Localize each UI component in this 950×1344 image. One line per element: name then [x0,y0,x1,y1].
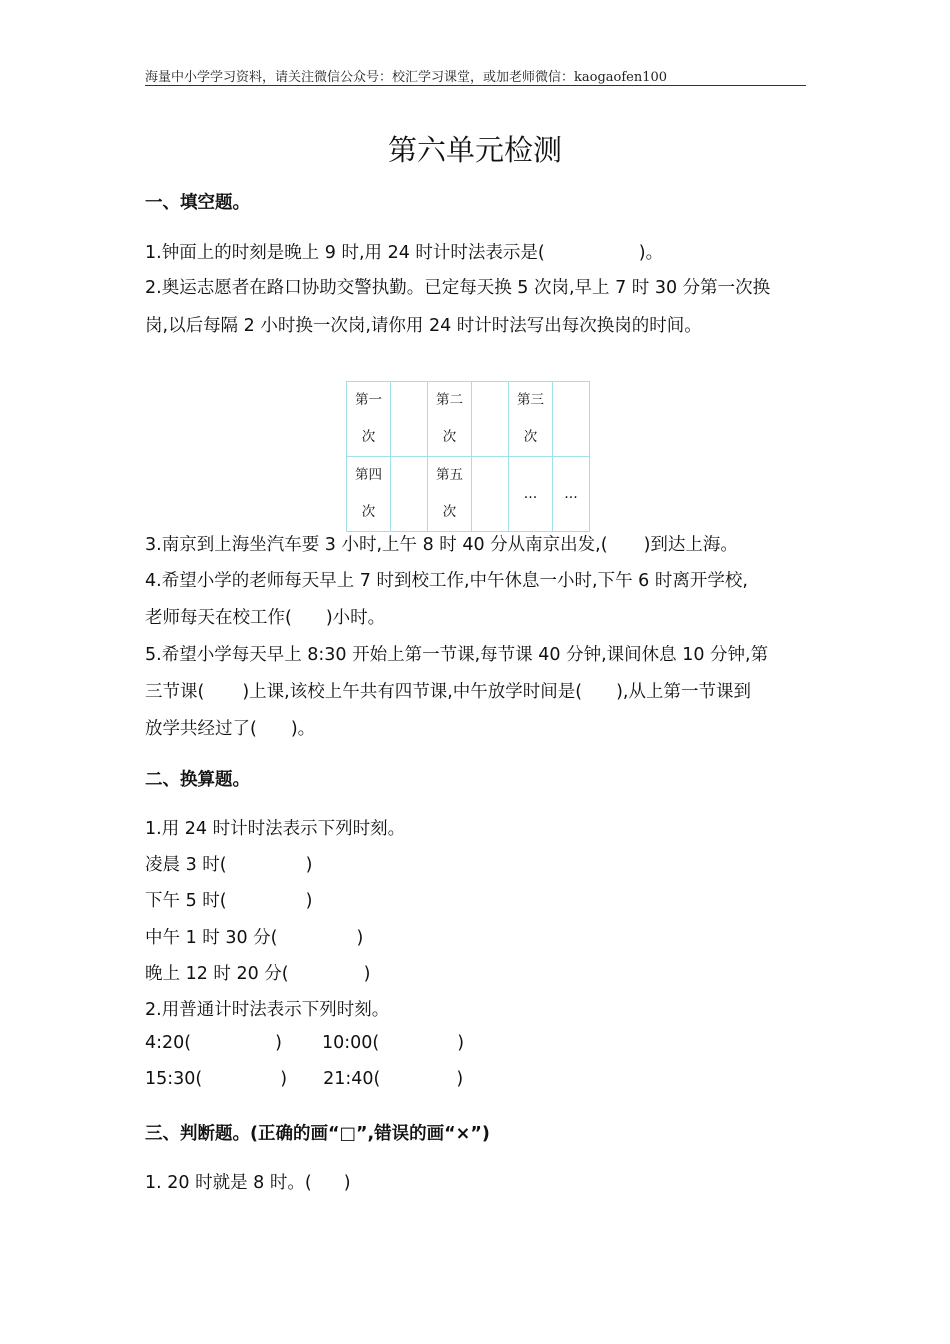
conversion-item [145,887,810,912]
page-title: 第六单元检测 [387,133,562,167]
time-conversion-row [145,1033,810,1053]
shift-label-2: 第二 次 [428,382,472,457]
conversion-label: 中午 1 时 30 分( [145,928,278,948]
question-2-2: 2.用普通计时法表示下列时刻。 [145,1000,390,1020]
shift-answer-cell[interactable] [553,382,590,457]
time-label: 4:20( [145,1033,192,1053]
section-1-heading: 一、填空题。 [145,193,250,213]
shift-label-4: 第四 次 [347,457,391,532]
conversion-label: 凌晨 3 时( [145,855,227,875]
question-text: 1. 20 时就是 8 时。( [145,1173,312,1193]
question-text: ),从上第一节课到 [616,682,751,702]
question-text-after: )到达上海。 [643,535,738,555]
closing-paren: ) [280,1069,288,1089]
header-divider [145,85,806,86]
question-1-3 [145,531,810,556]
closing-paren: ) [456,1069,464,1089]
closing-paren: ) [363,964,371,984]
closing-paren: ) [356,928,364,948]
shift-time-table [346,381,590,532]
conversion-item [145,924,810,949]
time-conversion-row [145,1069,810,1089]
closing-paren: ) [305,855,313,875]
question-text: 老师每天在校工作( [145,608,292,628]
conversion-item [145,960,810,985]
time-label: 10:00( [321,1033,380,1053]
closing-paren: ) [457,1033,465,1053]
ellipsis-cell: … [553,457,590,532]
section-3-heading: 三、判断题。(正确的画“□”,错误的画“×”) [145,1124,490,1144]
shift-label-3: 第三 次 [509,382,553,457]
closing-paren: ) [305,891,313,911]
time-label: 15:30( [145,1069,203,1089]
closing-paren: ) [343,1173,351,1193]
question-1-5-line-2 [145,678,810,703]
time-label: 21:40( [323,1069,381,1089]
shift-answer-cell[interactable] [391,382,428,457]
question-1-1 [145,239,810,264]
question-text: )上课,该校上午共有四节课,中午放学时间是( [242,682,583,702]
shift-answer-cell[interactable] [472,457,509,532]
conversion-label: 晚上 12 时 20 分( [145,964,289,984]
section-2-heading: 二、换算题。 [145,770,250,790]
conversion-item [145,851,810,876]
question-text-after: )小时。 [325,608,386,628]
question-1-5-line-3 [145,715,810,740]
question-text: 1.钟面上的时刻是晚上 9 时,用 24 时计时法表示是( [145,243,545,263]
shift-label-1: 第一 次 [347,382,391,457]
question-text: 放学共经过了( [145,719,257,739]
shift-label-5: 第五 次 [428,457,472,532]
question-1-2-line-1: 2.奥运志愿者在路口协助交警执勤。已定每天换 5 次岗,早上 7 时 30 分第一次换 [145,278,771,298]
question-1-5-line-1: 5.希望小学每天早上 8:30 开始上第一节课,每节课 40 分钟,课间休息 10 分钟,第 [145,645,769,665]
conversion-label: 下午 5 时( [145,891,227,911]
question-2-1: 1.用 24 时计时法表示下列时刻。 [145,819,406,839]
question-1-4-line-2 [145,604,810,629]
question-1-2-line-2: 岗,以后每隔 2 小时换一次岗,请你用 24 时计时法写出每次换岗的时间。 [145,316,702,336]
question-3-1 [145,1169,810,1194]
question-text: 三节课( [145,682,205,702]
shift-answer-cell[interactable] [472,382,509,457]
shift-answer-cell[interactable] [391,457,428,532]
header-note: 海量中小学学习资料，请关注微信公众号：校汇学习课堂，或加老师微信：kaogaofen100 [145,70,668,85]
question-text: 3.南京到上海坐汽车要 3 小时,上午 8 时 40 分从南京出发,( [145,535,608,555]
question-text: )。 [290,719,316,739]
question-text-close: )。 [638,243,664,263]
ellipsis-cell: … [509,457,553,532]
closing-paren: ) [275,1033,282,1053]
question-1-4-line-1: 4.希望小学的老师每天早上 7 时到校工作,中午休息一小时,下午 6 时离开学校, [145,571,748,591]
